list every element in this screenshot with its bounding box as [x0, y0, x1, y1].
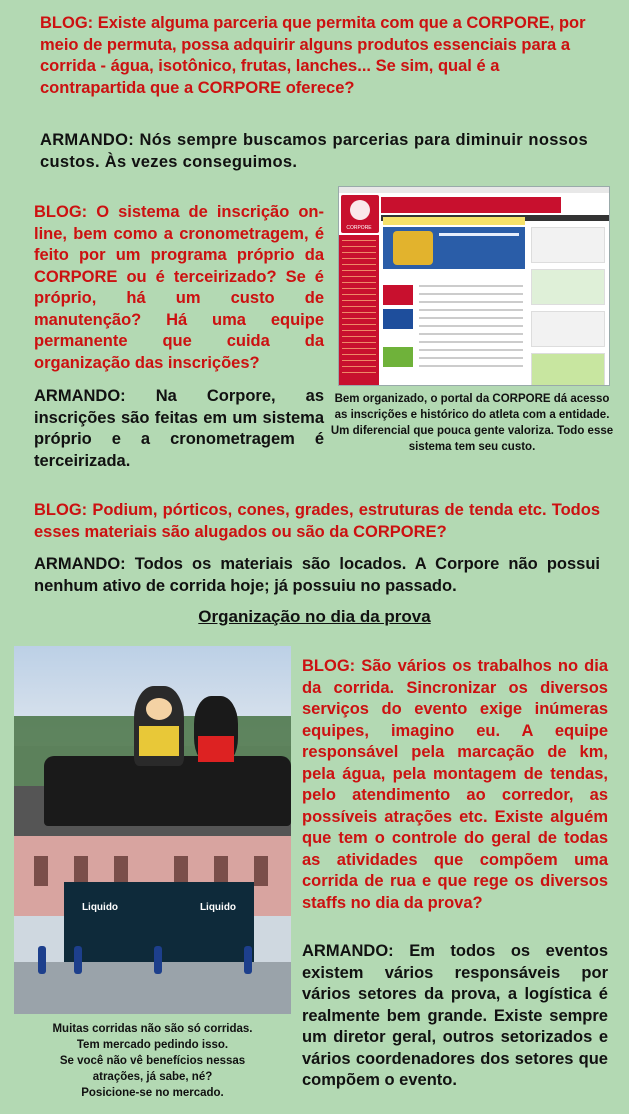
section-heading: Organização no dia da prova — [198, 607, 431, 626]
question-1: BLOG: Existe alguma parceria que permita com que a CORPORE, por meio de permuta, possa adquirir alguns produtos essenciais para a corrida - água, isotônico, frutas, lanches... Se sim, qual é a contrapartida que a CORPORE oferece? — [40, 14, 586, 97]
site-logo-text: CORPORE — [346, 225, 372, 231]
event-photo — [14, 646, 291, 1014]
photo-caption-line: Muitas corridas não são só corridas. — [52, 1023, 253, 1035]
stage-logo-right: Liquido — [199, 902, 237, 913]
photo-caption — [14, 1021, 291, 1101]
photo-caption-line: Posicione-se no mercado. — [81, 1087, 224, 1099]
photo-caption-line: Tem mercado pedindo isso. — [76, 1039, 229, 1051]
question-4: BLOG: São vários os trabalhos no dia da corrida. Sincronizar os diversos serviços do evento exige inúmeras equipes, imagino eu. A equipe responsável pela marcação de km, pela água, pela montagem de tendas, pelo atendimento ao corredor, as possíveis atrações etc. Existe alguém que tem o controle do geral de todas as atividades que compõem uma corrida de rua e que rege os diversos staffs no dia da prova? — [302, 657, 608, 912]
answer-2: ARMANDO: Na Corpore, as inscrições são feitas em um sistema próprio e a cronometragem é terceirizada. — [34, 387, 324, 470]
corpore-website-screenshot — [338, 186, 610, 386]
photo-caption-line: atrações, já sabe, né? — [92, 1071, 213, 1083]
answer-3: ARMANDO: Todos os materiais são locados. A Corpore não possui nenhum ativo de corrida hoje; já possuiu no passado. — [34, 555, 600, 595]
photo-caption-line: Se você não vê benefícios nessas — [59, 1055, 246, 1067]
website-caption: Bem organizado, o portal da CORPORE dá acesso as inscrições e histórico do atleta com a entidade. Um diferencial que pouca gente valoriza. Todo esse sistema tem seu custo. — [330, 393, 614, 453]
answer-4: ARMANDO: Em todos os eventos existem vários responsáveis por vários setores da prova, a logística é realmente bem grande. Existe sempre um diretor geral, outros setorizados e vários coordenadores dos setores que compõem o evento. — [302, 942, 608, 1089]
question-3: BLOG: Podium, pórticos, cones, grades, estruturas de tenda etc. Todos esses materiais são alugados ou são da CORPORE? — [34, 501, 600, 541]
answer-1: ARMANDO: Nós sempre buscamos parcerias para diminuir nossos custos. Às vezes conseguimos. — [40, 131, 588, 171]
question-2: BLOG: O sistema de inscrição on-line, bem como a cronometragem, é feito por um programa próprio da CORPORE ou é terceirizado? Se é próprio, há um custo de manutenção? Há uma equipe permanente que cuida da organização das inscrições? — [34, 203, 324, 372]
stage-logo-left: Liquido — [81, 902, 119, 913]
